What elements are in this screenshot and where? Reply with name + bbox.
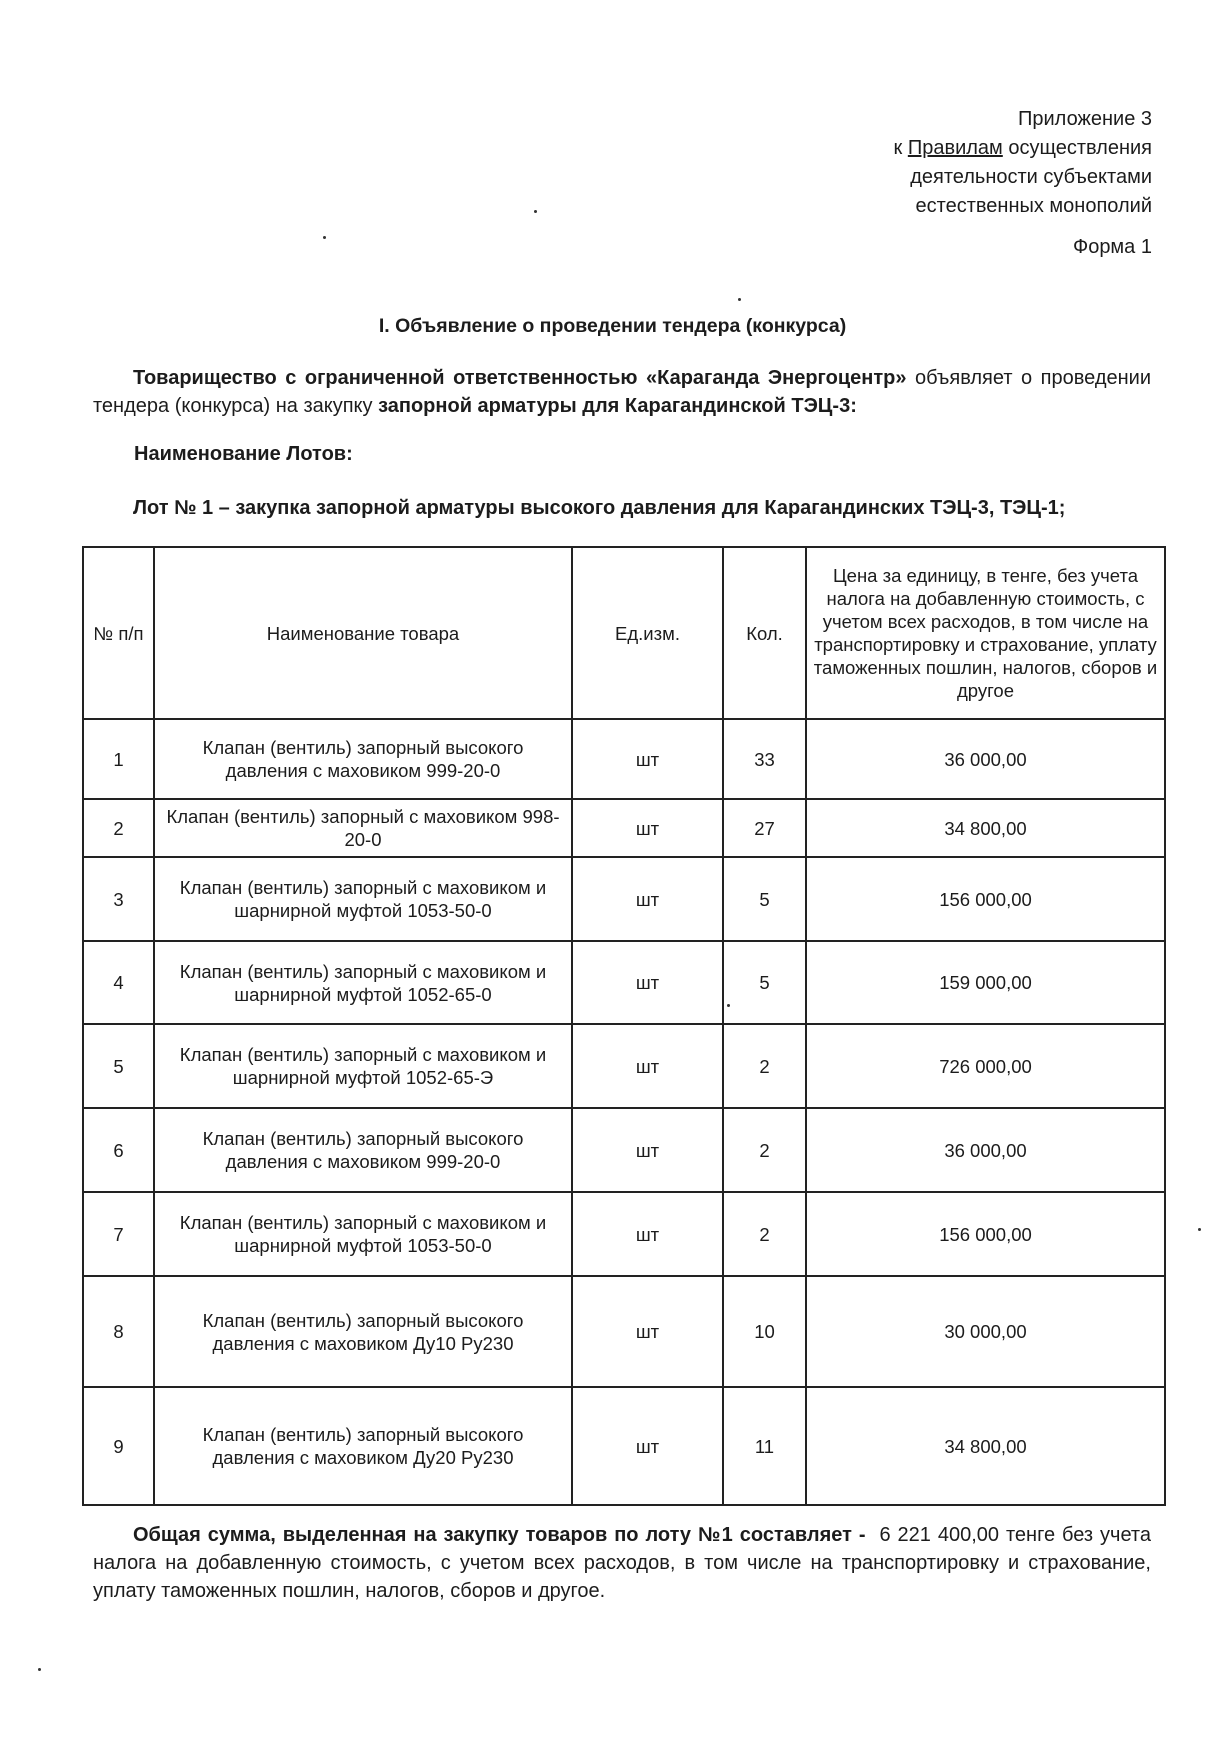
appendix-line-3: деятельности субъектами: [910, 166, 1152, 188]
appendix-header: [894, 105, 1152, 221]
cell-name: Клапан (вентиль) запорный с маховиком и шарнирной муфтой 1052-65-Э: [154, 1024, 572, 1108]
cell-num: 9: [83, 1387, 154, 1505]
cell-qty: 5: [723, 941, 806, 1024]
cell-qty: 5: [723, 857, 806, 941]
cell-num: 3: [83, 857, 154, 941]
scan-speck: [727, 1004, 730, 1007]
cell-price: 156 000,00: [806, 857, 1165, 941]
lots-heading: Наименование Лотов:: [134, 443, 353, 465]
cell-unit: шт: [572, 1192, 723, 1276]
cell-qty: 2: [723, 1192, 806, 1276]
cell-name: Клапан (вентиль) запорный с маховиком и шарнирной муфтой 1053-50-0: [154, 1192, 572, 1276]
appendix-line-2-suffix: осуществления: [1002, 137, 1152, 159]
cell-unit: шт: [572, 719, 723, 799]
intro-text: объявляет о проведении тендера (конкурса) на закупку: [93, 367, 1151, 417]
cell-qty: 2: [723, 1108, 806, 1192]
cell-unit: шт: [572, 941, 723, 1024]
cell-num: 4: [83, 941, 154, 1024]
cell-qty: 27: [723, 799, 806, 857]
scan-speck: [1198, 1228, 1201, 1231]
table-row: [83, 1387, 1165, 1505]
table-row: [83, 1276, 1165, 1387]
table-row: [83, 1108, 1165, 1192]
total-amount: 6 221 400,00: [879, 1524, 1000, 1546]
cell-name: Клапан (вентиль) запорный высокого давления с маховиком Ду10 Ру230: [154, 1276, 572, 1387]
appendix-line-1: Приложение 3: [1018, 108, 1152, 130]
cell-num: 5: [83, 1024, 154, 1108]
table-row: [83, 719, 1165, 799]
cell-num: 7: [83, 1192, 154, 1276]
cell-name: Клапан (вентиль) запорный высокого давления с маховиком 999-20-0: [154, 719, 572, 799]
cell-unit: шт: [572, 1024, 723, 1108]
header-price: Цена за единицу, в тенге, без учета налога на добавленную стоимость, с учетом всех расходов, в том числе на транспортировку и страхование, уплату таможенных пошлин, налогов, сборов и другое: [806, 547, 1165, 719]
table-row: [83, 857, 1165, 941]
intro-paragraph: [93, 364, 1151, 420]
total-label: Общая сумма, выделенная на закупку товаров по лоту №1 составляет -: [133, 1524, 866, 1546]
lot-table: [82, 546, 1166, 1506]
cell-name: Клапан (вентиль) запорный высокого давления с маховиком 999-20-0: [154, 1108, 572, 1192]
scan-speck: [738, 298, 741, 301]
table-header-row: [83, 547, 1165, 719]
cell-price: 36 000,00: [806, 1108, 1165, 1192]
cell-name: Клапан (вентиль) запорный высокого давления с маховиком Ду20 Ру230: [154, 1387, 572, 1505]
table-row: [83, 799, 1165, 857]
document-title: I. Объявление о проведении тендера (конкурса): [378, 315, 847, 337]
cell-unit: шт: [572, 1387, 723, 1505]
cell-qty: 10: [723, 1276, 806, 1387]
lot-title: Лот № 1 – закупка запорной арматуры высокого давления для Карагандинских ТЭЦ-3, ТЭЦ-1;: [133, 497, 1066, 519]
header-qty: Кол.: [723, 547, 806, 719]
organization-name: Товарищество с ограниченной ответственностью «Караганда Энергоцентр»: [133, 367, 907, 389]
cell-unit: шт: [572, 857, 723, 941]
appendix-line-4: естественных монополий: [915, 195, 1152, 217]
appendix-line-2: [894, 134, 1152, 163]
total-text: тенге без учета налога на добавленную стоимость, с учетом всех расходов, в том числе на транспортировку и страхование, уплату таможенных пошлин, налогов, сборов и другое.: [93, 1524, 1151, 1602]
scan-speck: [38, 1668, 41, 1671]
cell-price: 36 000,00: [806, 719, 1165, 799]
cell-unit: шт: [572, 1108, 723, 1192]
cell-num: 2: [83, 799, 154, 857]
cell-qty: 2: [723, 1024, 806, 1108]
form-label: Форма 1: [1072, 236, 1152, 258]
cell-num: 6: [83, 1108, 154, 1192]
header-num: № п/п: [83, 547, 154, 719]
cell-price: 726 000,00: [806, 1024, 1165, 1108]
table-row: [83, 1192, 1165, 1276]
scan-speck: [534, 210, 537, 213]
rules-link: Правилам: [907, 137, 1003, 159]
table-row: [83, 1024, 1165, 1108]
cell-qty: 11: [723, 1387, 806, 1505]
cell-qty: 33: [723, 719, 806, 799]
table-row: [83, 941, 1165, 1024]
header-name: Наименование товара: [154, 547, 572, 719]
cell-price: 30 000,00: [806, 1276, 1165, 1387]
cell-name: Клапан (вентиль) запорный с маховиком и шарнирной муфтой 1052-65-0: [154, 941, 572, 1024]
cell-unit: шт: [572, 1276, 723, 1387]
total-paragraph: [93, 1521, 1151, 1605]
cell-price: 159 000,00: [806, 941, 1165, 1024]
appendix-line-2-prefix: к: [893, 137, 908, 159]
cell-num: 8: [83, 1276, 154, 1387]
cell-num: 1: [83, 719, 154, 799]
header-unit: Ед.изм.: [572, 547, 723, 719]
cell-unit: шт: [572, 799, 723, 857]
cell-price: 34 800,00: [806, 799, 1165, 857]
cell-price: 34 800,00: [806, 1387, 1165, 1505]
cell-name: Клапан (вентиль) запорный с маховиком 998-20-0: [154, 799, 572, 857]
cell-name: Клапан (вентиль) запорный с маховиком и шарнирной муфтой 1053-50-0: [154, 857, 572, 941]
scan-speck: [323, 236, 326, 239]
purchase-subject: запорной арматуры для Карагандинской ТЭЦ-3:: [378, 395, 857, 417]
cell-price: 156 000,00: [806, 1192, 1165, 1276]
